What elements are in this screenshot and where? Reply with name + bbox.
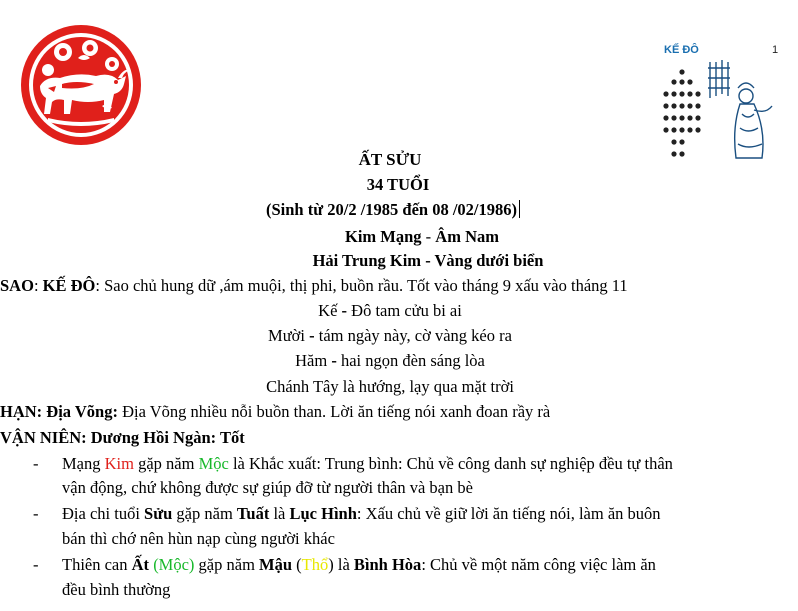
list-item-line: vận động, chứ không được sự giúp đỡ từ người thân và bạn bè: [62, 478, 473, 497]
poem-sep: -: [327, 351, 341, 370]
chi-suu: Sửu: [144, 504, 173, 523]
birth-range: [0, 200, 792, 220]
poem-sep: -: [304, 326, 319, 345]
poem-line: [0, 301, 789, 321]
poem-rest: hai ngọn đèn sáng lòa: [340, 351, 485, 370]
sao-desc: : Sao chủ hung dữ ,ám muội, thị phi, buồn rầu. Tốt vào tháng 9 xấu vào tháng 11: [95, 276, 628, 295]
item-text: là: [269, 504, 290, 523]
can-at: Ất: [131, 555, 150, 574]
text-cursor: [519, 200, 520, 218]
list-item-line: bán thì chớ nên hùn nạp cùng người khác: [62, 529, 335, 548]
poem-lead: Hăm: [295, 351, 328, 370]
list-item-line: [62, 454, 673, 474]
van-nien-line: VẬN NIÊN: Dương Hồi Ngàn: Tốt: [0, 428, 245, 447]
sao-name: KẾ ĐÔ: [42, 276, 96, 295]
list-item-line: [62, 555, 656, 575]
chi-tuat: Tuất: [236, 504, 270, 523]
item-text: Mạng: [62, 454, 105, 473]
item-text: : Chủ về một năm công việc làm ăn: [421, 555, 656, 574]
element-kim: Kim: [104, 454, 134, 473]
menh-line: [23, 227, 798, 247]
element-moc: Mộc: [198, 454, 229, 473]
star-card-label: KẾ ĐÔ: [664, 44, 699, 56]
bullet-dash: -: [33, 504, 39, 523]
element-tho: Thổ: [301, 555, 329, 574]
han-label: HẠN: Địa Võng:: [0, 402, 118, 421]
menh-sep: -: [421, 227, 436, 246]
can-mau: Mậu: [259, 555, 293, 574]
bullet-dash: -: [33, 555, 39, 574]
bullet-dash: -: [33, 454, 39, 473]
birth-range-text: (Sinh từ 20/2 /1985 đến 08 /02/1986): [265, 200, 517, 219]
item-text: (: [292, 555, 302, 574]
poem-line: [0, 377, 789, 397]
item-text: ) là: [328, 555, 354, 574]
poem-sep: -: [337, 301, 352, 320]
item-text: là Khắc xuất: Trung bình: Chủ về công danh sự nghiệp đều tự thân: [228, 454, 673, 473]
poem-line: [0, 326, 789, 346]
menh-desc: - Vàng dưới biển: [421, 251, 544, 270]
item-text: Địa chi tuổi: [62, 504, 145, 523]
han-desc: Địa Võng nhiều nỗi buồn than. Lời ăn tiếng nói xanh đoan rầy rà: [117, 402, 551, 421]
menh-element: Kim Mạng: [345, 227, 422, 246]
item-text: gặp năm: [194, 555, 260, 574]
sao-line: [0, 276, 628, 296]
item-text: gặp năm: [172, 504, 237, 523]
menh-name-line: [29, 251, 798, 271]
poem-lead: Kế: [318, 301, 338, 320]
item-text: gặp năm: [133, 454, 199, 473]
luc-hinh: Lục Hình: [289, 504, 357, 523]
gender: Âm Nam: [435, 227, 499, 246]
binh-hoa: Bình Hòa: [353, 555, 422, 574]
star-card: [662, 44, 782, 166]
list-item-line: đều bình thường: [62, 580, 171, 599]
ox-papercut-icon: [18, 22, 144, 148]
age-line: 34 TUỔI: [366, 175, 430, 194]
sao-colon: :: [33, 276, 43, 295]
item-text: : Xấu chủ về giữ lời ăn tiếng nói, làm ăn buôn: [356, 504, 661, 523]
element-moc: (Mộc): [153, 555, 195, 574]
star-card-number: 1: [772, 44, 779, 56]
han-line: [0, 402, 550, 422]
menh-name: Hải Trung Kim: [312, 251, 422, 270]
poem-rest: tám ngày này, cờ vàng kéo ra: [318, 326, 512, 345]
page-title: ẤT SỬU: [358, 150, 422, 169]
poem-lead: Chánh Tây là hướng, lạy qua mặt trời: [266, 377, 514, 396]
poem-rest: Đô tam cửu bi ai: [351, 301, 462, 320]
sao-label: SAO: [0, 276, 34, 295]
poem-line: [0, 351, 789, 371]
item-text: Thiên can: [62, 555, 132, 574]
list-item-line: [62, 504, 661, 524]
poem-lead: Mười: [268, 326, 305, 345]
